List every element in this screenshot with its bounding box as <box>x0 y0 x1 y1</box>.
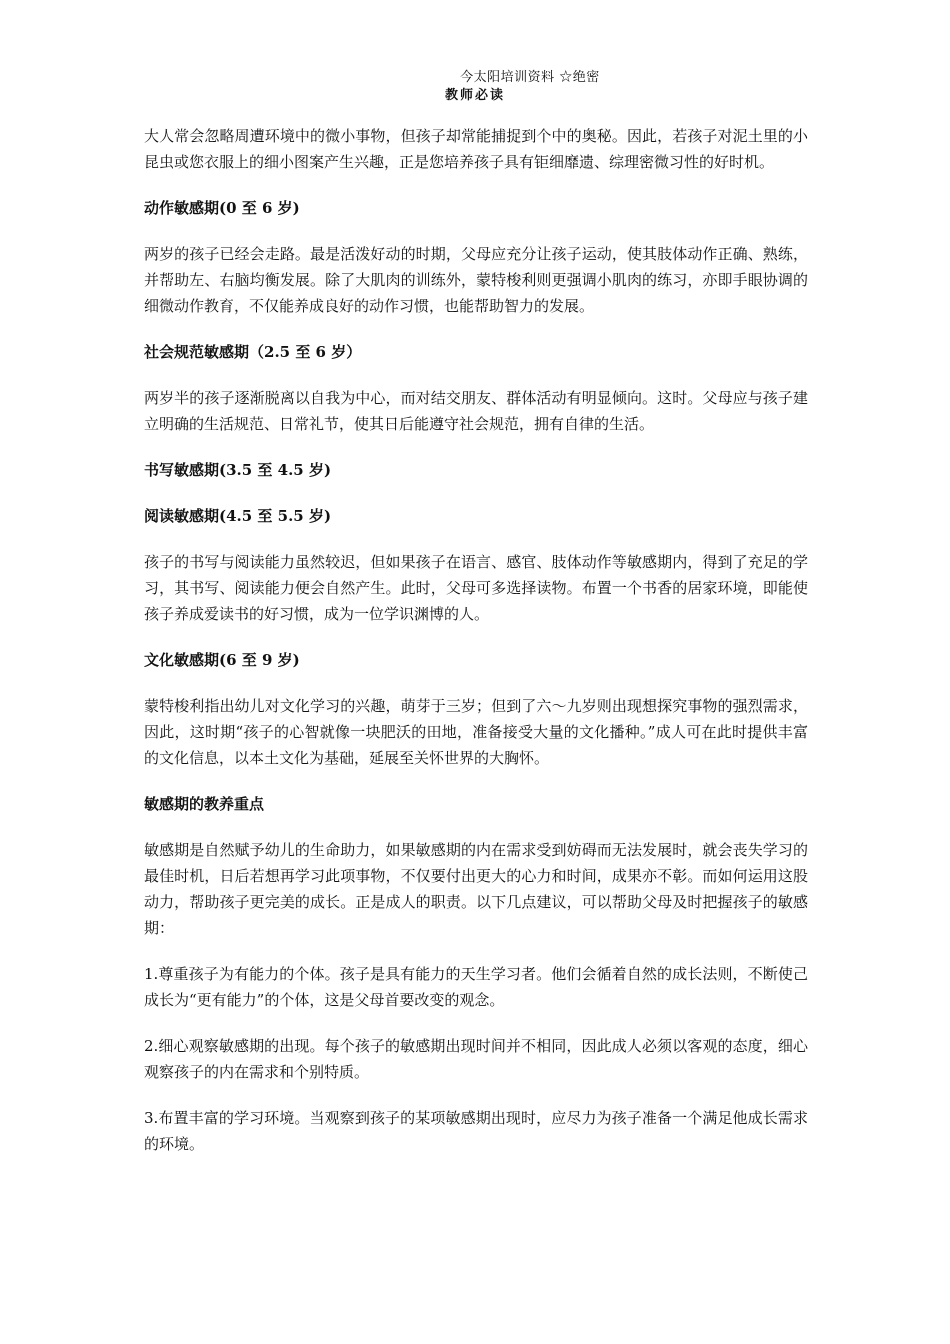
heading-social: 社会规范敏感期（2.5 至 6 岁） <box>144 343 362 361</box>
movement-paragraph: 两岁的孩子已经会走路。最是活泼好动的时期，父母应充分让孩子运动，使其肢体动作正确、熟练，并帮助左、右脑均衡发展。除了大肌肉的训练外，蒙特梭利则更强调小肌肉的练习，亦即手眼协调的细微动作教育，不仅能养成良好的动作习惯，也能帮助智力的发展。 <box>144 245 808 315</box>
key-points-paragraph: 敏感期是自然赋予幼儿的生命助力，如果敏感期的内在需求受到妨碍而无法发展时，就会丧失学习的最佳时机，日后若想再学习此项事物，不仅要付出更大的心力和时间，成果亦不彰。而如何运用这股动力，帮助孩子更完美的成长。正是成人的职责。以下几点建议，可以帮助父母及时把握孩子的敏感期： <box>144 841 808 937</box>
header-subtitle: 教师必读 <box>444 88 505 103</box>
intro-paragraph: 大人常会忽略周遭环境中的微小事物，但孩子却常能捕捉到个中的奥秘。因此，若孩子对泥土里的小昆虫或您衣服上的细小图案产生兴趣，正是您培养孩子具有钜细靡遗、综理密微习性的好时机。 <box>144 127 808 171</box>
tip-3: 3.布置丰富的学习环境。当观察到孩子的某项敏感期出现时，应尽力为孩子准备一个满足他成长需求的环境。 <box>144 1109 808 1153</box>
header-title: 今太阳培训资料 ☆绝密 <box>460 70 600 85</box>
culture-paragraph: 蒙特梭利指出幼儿对文化学习的兴趣，萌芽于三岁；但到了六～九岁则出现想探究事物的强烈需求，因此，这时期“孩子的心智就像一块肥沃的田地，准备接受大量的文化播种。”成人可在此时提供丰富的文化信息，以本土文化为基础，延展至关怀世界的大胸怀。 <box>144 697 808 767</box>
tip-1: 1.尊重孩子为有能力的个体。孩子是具有能力的天生学习者。他们会循着自然的成长法则，不断使己成长为“更有能力”的个体，这是父母首要改变的观念。 <box>144 965 808 1009</box>
heading-culture: 文化敏感期(6 至 9 岁) <box>144 651 300 669</box>
document-body <box>144 123 808 1177</box>
heading-movement: 动作敏感期(0 至 6 岁) <box>144 199 300 217</box>
heading-writing: 书写敏感期(3.5 至 4.5 岁) <box>144 461 332 479</box>
reading-paragraph: 孩子的书写与阅读能力虽然较迟，但如果孩子在语言、感官、肢体动作等敏感期内，得到了充足的学习，其书写、阅读能力便会自然产生。此时，父母可多选择读物。布置一个书香的居家环境，即能使孩子养成爱读书的好习惯，成为一位学识渊博的人。 <box>144 553 808 623</box>
heading-key-points: 敏感期的教养重点 <box>144 795 265 813</box>
social-paragraph: 两岁半的孩子逐渐脱离以自我为中心，而对结交朋友、群体活动有明显倾向。这时。父母应与孩子建立明确的生活规范、日常礼节，使其日后能遵守社会规范，拥有自律的生活。 <box>144 389 808 433</box>
tip-2: 2.细心观察敏感期的出现。每个孩子的敏感期出现时间并不相同，因此成人必须以客观的态度，细心观察孩子的内在需求和个别特质。 <box>144 1037 808 1081</box>
heading-reading: 阅读敏感期(4.5 至 5.5 岁) <box>144 507 332 525</box>
